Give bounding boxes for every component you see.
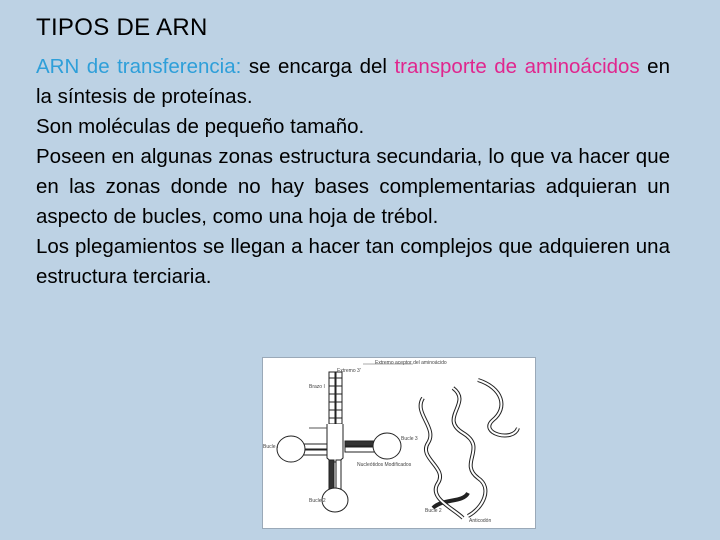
slide-title: TIPOS DE ARN: [36, 14, 208, 41]
label-bucle-right: Bucle 3: [401, 436, 418, 442]
trna-diagram: [263, 358, 535, 528]
paragraph-trna-definition: [36, 52, 670, 112]
paragraph-size: Son moléculas de pequeño tamaño.: [36, 115, 365, 138]
p1-mid: se encarga del: [241, 55, 395, 78]
slide-body: [36, 52, 670, 292]
label-anticodon: Anticodón: [469, 518, 492, 524]
paragraph-secondary-structure: Poseen en algunas zonas estructura secundaria, lo que va hacer que en las zonas donde no hay bases complementarias adquieran un aspecto de bucles, como una hoja de trébol.: [36, 145, 670, 228]
label-bucle2b: Bucle 2: [425, 508, 442, 514]
trna-figure: [262, 357, 536, 529]
label-nucleotides: Nucleótidos Modificados: [357, 462, 412, 468]
label-bucle2: Bucle 2: [309, 498, 326, 504]
label-extremo: Extremo 3': [337, 368, 361, 374]
label-brazo: Brazo I: [309, 384, 325, 390]
label-bucle-left: Bucle I: [263, 444, 279, 450]
p1-end: en la síntesis de proteínas.: [36, 55, 670, 108]
paragraph-tertiary-structure: Los plegamientos se llegan a hacer tan complejos que adquieren una estructura terciaria.: [36, 235, 670, 288]
cloverleaf-structure: [277, 372, 401, 512]
term-trna: ARN de transferencia:: [36, 55, 242, 78]
tertiary-structure: [421, 380, 518, 518]
label-acceptor: Extremo aceptor del aminoácido: [375, 360, 447, 366]
term-transport: transporte de aminoácidos: [394, 55, 640, 78]
